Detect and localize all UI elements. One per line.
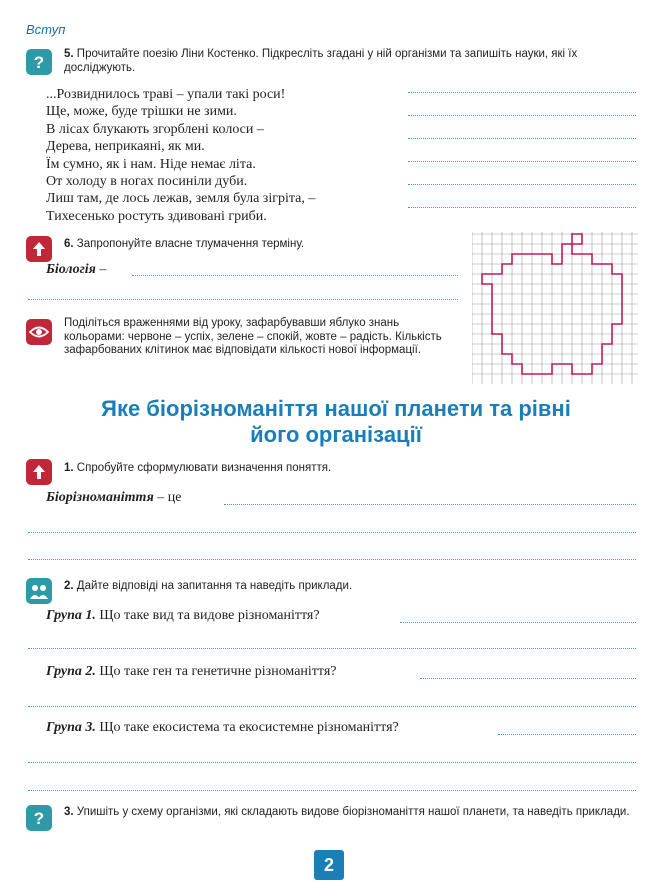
heading-line-2: його організації	[250, 422, 422, 447]
task-3	[64, 805, 644, 819]
group-question	[46, 608, 320, 624]
answer-line[interactable]	[408, 92, 636, 93]
question-icon	[26, 805, 52, 831]
reflection-text: Поділіться враженнями від уроку, зафарбувавши яблуко знань кольорами: червоне – успіх, зелене – спокій, жовте – радість. Кількість зафарбованих клітинок має відповідати кількості нової інформації.	[64, 317, 442, 356]
task-2-number: 2.	[64, 580, 74, 592]
task-1-number: 1.	[64, 462, 74, 474]
answer-line[interactable]	[132, 275, 458, 276]
apple-knowledge-grid[interactable]	[472, 232, 638, 384]
answer-line[interactable]	[28, 790, 636, 791]
term-biodiversity-word: Біорізноманіття	[46, 490, 154, 505]
task-2-text: Дайте відповіді на запитання та наведіть приклади.	[76, 580, 353, 592]
page-number: 2	[314, 850, 344, 880]
task-1-text: Спробуйте сформулювати визначення поняття.	[76, 462, 332, 474]
eye-icon	[26, 319, 52, 345]
task-6-text: Запропонуйте власне тлумачення терміну.	[76, 238, 305, 250]
answer-line[interactable]	[28, 559, 636, 560]
term-biodiversity	[46, 490, 182, 506]
poem-line: Їм сумно, як і нам. Ніде немає літа.	[46, 156, 256, 172]
task-2	[64, 579, 352, 593]
group-label: Група 3.	[46, 720, 96, 735]
grid-lines	[472, 232, 638, 384]
task-5-text: Прочитайте поезію Ліни Костенко. Підкресліть згадані у ній організми та запишіть науки, які їх досліджують.	[64, 48, 578, 74]
section-label: Вступ	[26, 22, 66, 37]
task-5	[64, 47, 644, 75]
term-suffix: – це	[157, 490, 182, 505]
heading-line-1: Яке біорізноманіття нашої планети та рівні	[101, 396, 571, 421]
term-biology	[46, 262, 106, 278]
poem-line: Ще, може, буде трішки не зими.	[46, 104, 237, 120]
term-dash: –	[99, 262, 107, 277]
group-question	[46, 720, 399, 736]
answer-line[interactable]	[28, 762, 636, 763]
task-5-number: 5.	[64, 48, 74, 60]
answer-line[interactable]	[408, 161, 636, 162]
task-3-text: Упишіть у схему організми, які складають видове біорізноманіття нашої планети, та наведіть приклади.	[76, 806, 630, 818]
answer-line[interactable]	[408, 207, 636, 208]
answer-line[interactable]	[28, 532, 636, 533]
poem-line: В лісах блукають згорблені колоси –	[46, 121, 264, 137]
poem-line: Тихесенько ростуть здивовані гриби.	[46, 208, 267, 224]
answer-line[interactable]	[408, 138, 636, 139]
poem-line: Лиш там, де лось лежав, земля була зігріта, –	[46, 191, 316, 207]
answer-line[interactable]	[498, 734, 636, 735]
term-biology-word: Біологія	[46, 262, 96, 277]
answer-line[interactable]	[224, 504, 636, 505]
poem-line: Дерева, неприкаяні, як ми.	[46, 139, 205, 155]
svg-text:?: ?	[33, 809, 45, 827]
task-6	[64, 237, 304, 251]
task-3-number: 3.	[64, 806, 74, 818]
group-question-text: Що таке вид та видове різноманіття?	[99, 608, 320, 623]
answer-line[interactable]	[408, 115, 636, 116]
answer-line[interactable]	[28, 648, 636, 649]
upload-arrow-icon	[26, 459, 52, 485]
group-question	[46, 664, 337, 680]
upload-arrow-icon	[26, 236, 52, 262]
task-1	[64, 461, 331, 475]
group-question-text: Що таке ген та генетичне різноманіття?	[99, 664, 337, 679]
poem	[46, 86, 315, 225]
group-question-text: Що таке екосистема та екосистемне різноманіття?	[99, 720, 399, 735]
svg-text:?: ?	[33, 53, 45, 71]
answer-line[interactable]	[28, 706, 636, 707]
group-label: Група 2.	[46, 664, 96, 679]
poem-line: От холоду в ногах посиніли дуби.	[46, 174, 248, 190]
group-label: Група 1.	[46, 608, 96, 623]
answer-line[interactable]	[400, 622, 636, 623]
task-6-number: 6.	[64, 238, 74, 250]
group-people-icon	[26, 578, 52, 604]
answer-line[interactable]	[408, 184, 636, 185]
answer-line[interactable]	[420, 678, 636, 679]
question-icon	[26, 49, 52, 75]
page-heading	[0, 396, 672, 448]
answer-line[interactable]	[28, 299, 458, 300]
poem-line: ...Розвиднилось траві – упали такі роси!	[46, 87, 286, 102]
